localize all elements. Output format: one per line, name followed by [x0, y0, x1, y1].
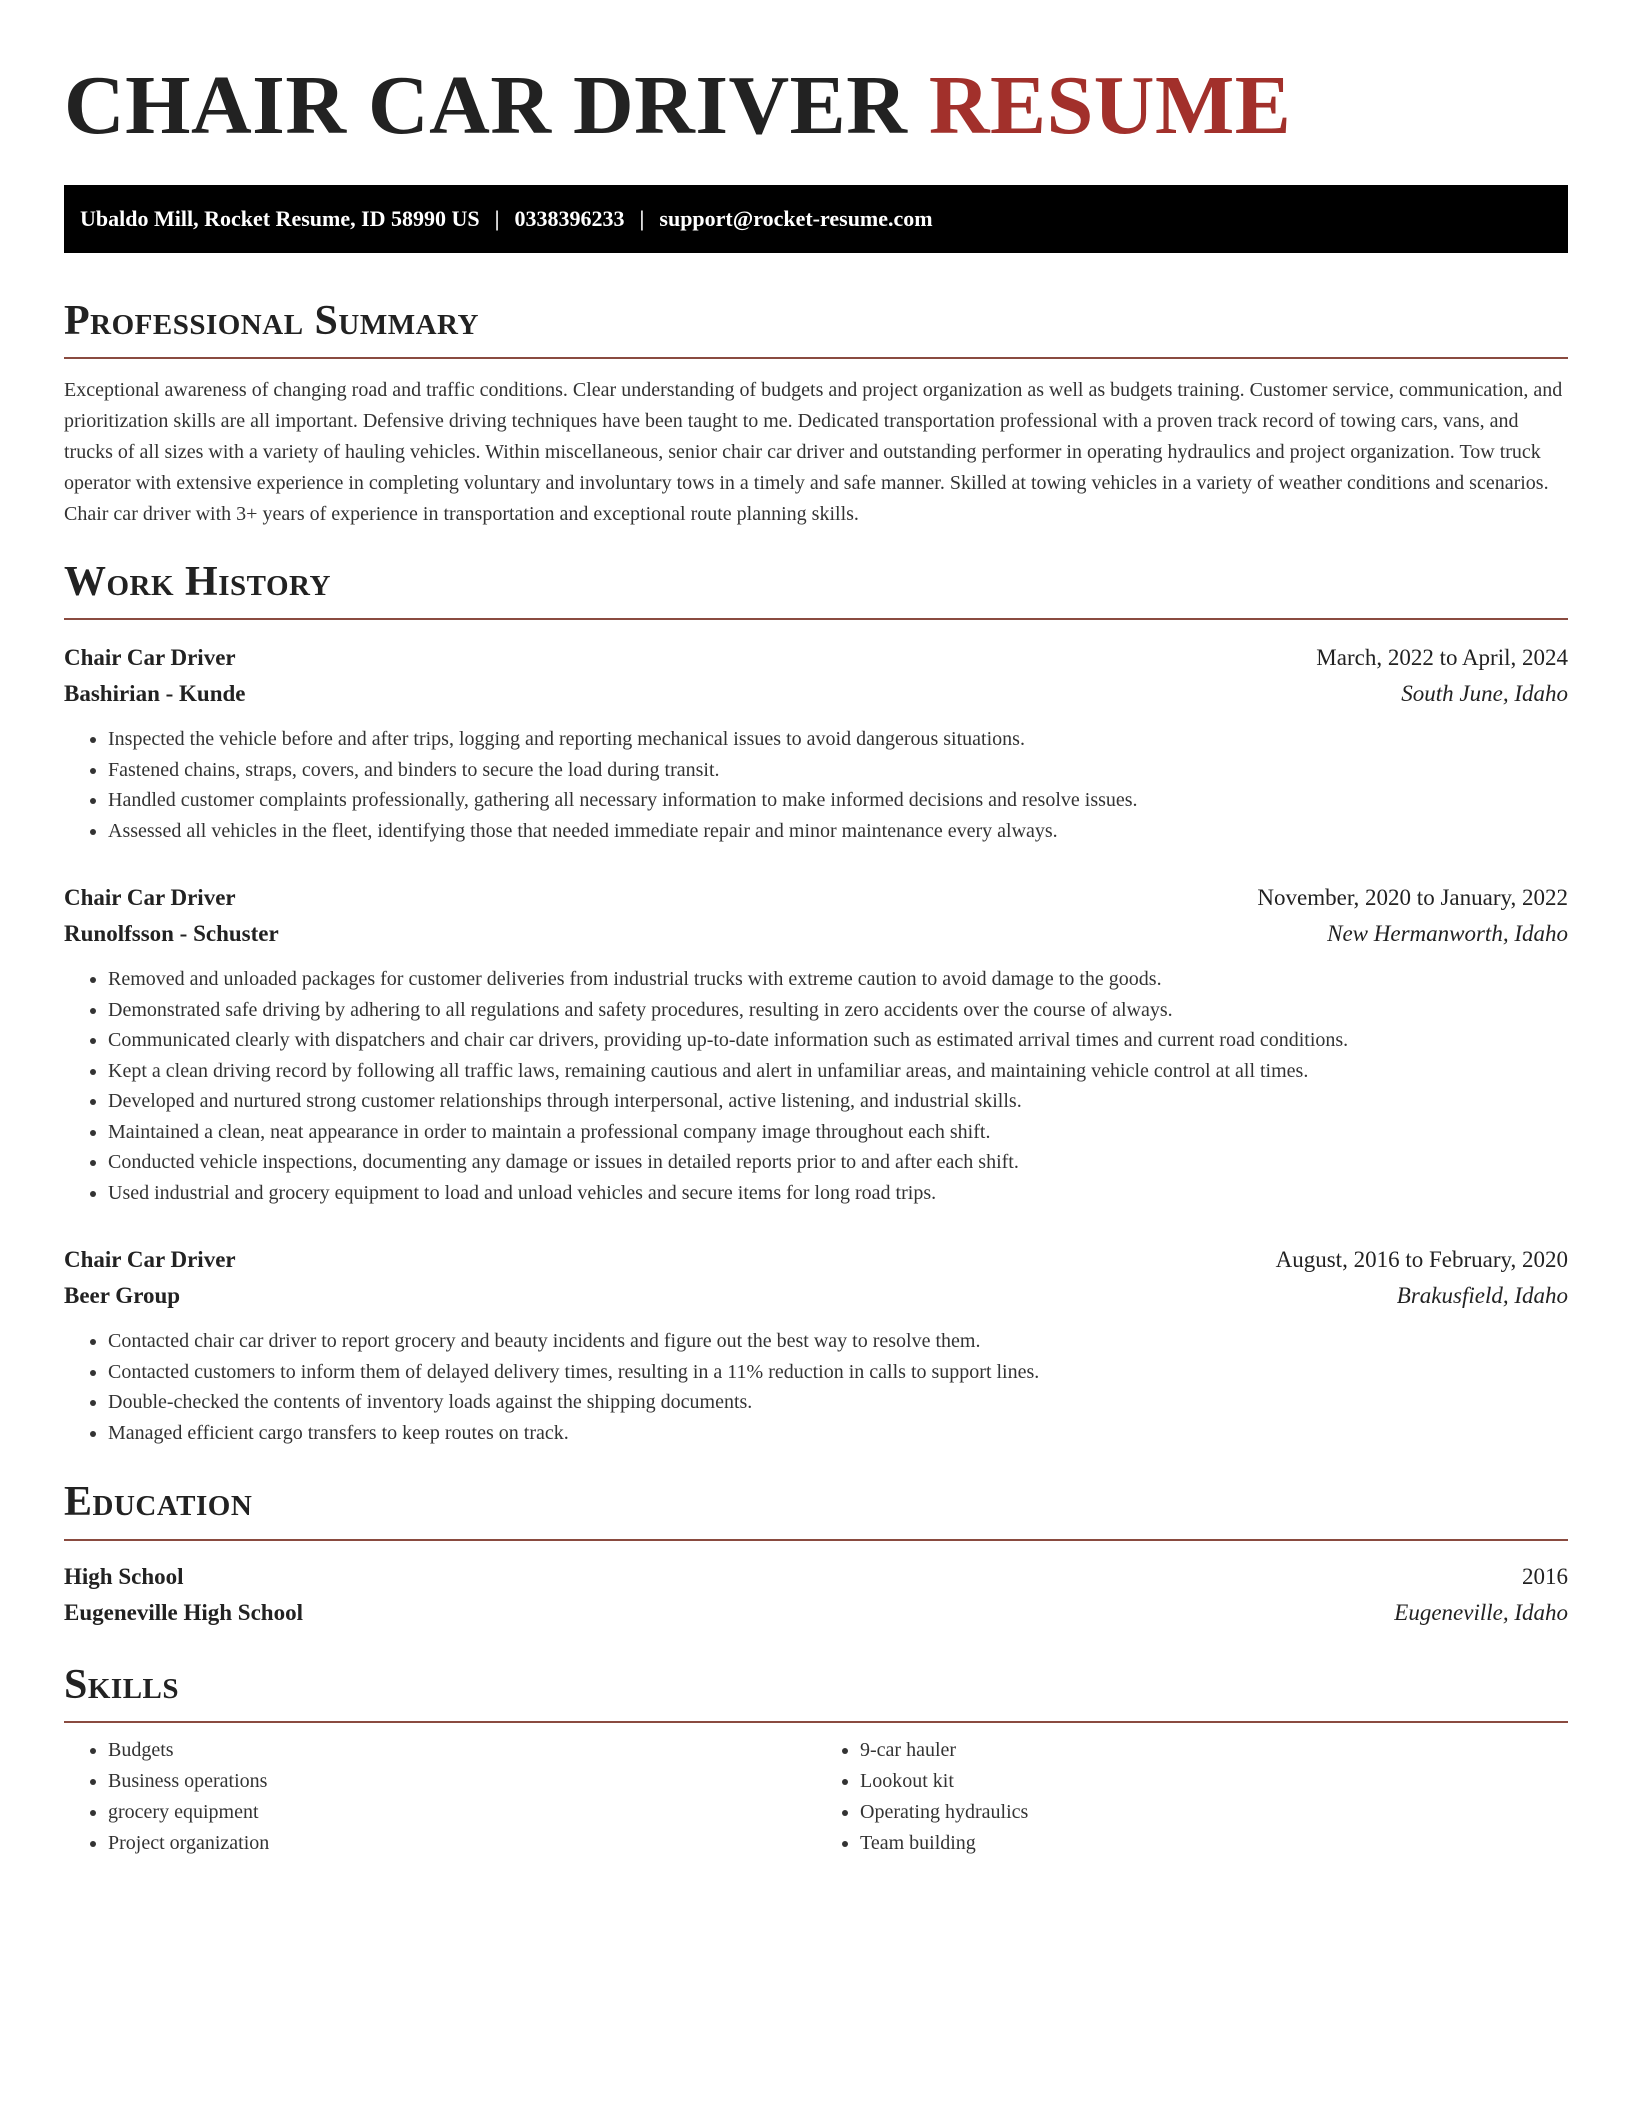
- job-bullet: • Demonstrated safe driving by adhering to all regulations and safety procedures, resulting in zero accidents over the course of always.: [108, 995, 1568, 1026]
- job-bullet: • Fastened chains, straps, covers, and binders to secure the load during transit.: [108, 755, 1568, 786]
- skills-section: [64, 1661, 1568, 1859]
- skill-item: • grocery equipment: [108, 1797, 816, 1828]
- job-bullet: • Contacted chair car driver to report grocery and beauty incidents and figure out the best way to resolve them.: [108, 1326, 1568, 1357]
- job-bullet: • Communicated clearly with dispatchers and chair car drivers, providing up-to-date information such as estimated arrival times and current road conditions.: [108, 1025, 1568, 1056]
- job-header-row: [64, 640, 1568, 676]
- job-bullet: • Contacted customers to inform them of delayed delivery times, resulting in a 11% reduction in calls to support lines.: [108, 1357, 1568, 1388]
- job-location: Brakusfield, Idaho: [1396, 1283, 1568, 1309]
- skill-item: • Project organization: [108, 1828, 816, 1859]
- skill-item: • Business operations: [108, 1766, 816, 1797]
- title-accent: RESUME: [928, 59, 1292, 152]
- education-entry: [64, 1559, 1568, 1631]
- job-bullet: • Kept a clean driving record by following all traffic laws, remaining cautious and alert in unfamiliar areas, and maintaining vehicle control at all times.: [108, 1056, 1568, 1087]
- job-bullet: • Conducted vehicle inspections, documenting any damage or issues in detailed reports prior to and after each shift.: [108, 1147, 1568, 1178]
- education-degree: High School: [64, 1563, 184, 1589]
- job-bullets: [64, 724, 1568, 846]
- contact-phone: 0338396233: [514, 205, 625, 231]
- resume-title: [64, 56, 1568, 157]
- contact-separator: |: [639, 205, 645, 231]
- education-year: 2016: [1522, 1563, 1568, 1589]
- contact-separator: |: [494, 205, 500, 231]
- job-company-row: [64, 916, 1568, 952]
- skills-heading: Skills: [64, 1661, 1568, 1723]
- job-title: Chair Car Driver: [64, 885, 236, 911]
- skills-grid: [64, 1735, 1568, 1859]
- title-main: CHAIR CAR DRIVER: [64, 59, 908, 152]
- job-company: Bashirian - Kunde: [64, 681, 246, 707]
- job-dates: March, 2022 to April, 2024: [1316, 645, 1568, 671]
- job-bullet: • Handled customer complaints professionally, gathering all necessary information to make informed decisions and resolve issues.: [108, 785, 1568, 816]
- job-header-row: [64, 880, 1568, 916]
- education-degree-row: [64, 1559, 1568, 1595]
- job-bullet: • Double-checked the contents of inventory loads against the shipping documents.: [108, 1387, 1568, 1418]
- skill-item: • Budgets: [108, 1735, 816, 1766]
- education-school: Eugeneville High School: [64, 1599, 303, 1625]
- job-title: Chair Car Driver: [64, 1247, 236, 1273]
- contact-email[interactable]: support@rocket-resume.com: [659, 205, 933, 231]
- job-bullet: • Inspected the vehicle before and after trips, logging and reporting mechanical issues to avoid dangerous situations.: [108, 724, 1568, 755]
- skill-item: • Team building: [860, 1828, 1568, 1859]
- job-bullet: • Developed and nurtured strong customer relationships through interpersonal, active listening, and industrial skills.: [108, 1086, 1568, 1117]
- job-location: New Hermanworth, Idaho: [1327, 921, 1568, 947]
- skills-list-left: [64, 1735, 816, 1859]
- job-entry: [64, 640, 1568, 846]
- skill-item: • 9-car hauler: [860, 1735, 1568, 1766]
- job-header-row: [64, 1242, 1568, 1278]
- work-history-heading: Work History: [64, 558, 1568, 620]
- job-entry: [64, 880, 1568, 1208]
- work-history-section: [64, 558, 1568, 1448]
- job-company-row: [64, 1278, 1568, 1314]
- job-dates: November, 2020 to January, 2022: [1257, 885, 1568, 911]
- job-dates: August, 2016 to February, 2020: [1275, 1247, 1568, 1273]
- job-title: Chair Car Driver: [64, 645, 236, 671]
- resume-page: [64, 0, 1568, 1859]
- job-location: South June, Idaho: [1401, 681, 1568, 707]
- job-bullets: [64, 1326, 1568, 1448]
- skills-list-right: [816, 1735, 1568, 1859]
- job-bullet: • Used industrial and grocery equipment to load and unload vehicles and secure items for long road trips.: [108, 1178, 1568, 1209]
- summary-text: Exceptional awareness of changing road and traffic conditions. Clear understanding of budgets and project organization as well as budgets training. Customer service, communication, and prioritization skills are all important. Defensive driving techniques have been taught to me. Dedicated transportation professional with a proven track record of towing cars, vans, and trucks of all sizes with a variety of hauling vehicles. Within miscellaneous, senior chair car driver and outstanding performer in operating hydraulics and project organization. Tow truck operator with extensive experience in completing voluntary and involuntary tows in a timely and safe manner. Skilled at towing vehicles in a variety of weather conditions and scenarios. Chair car driver with 3+ years of experience in transportation and exceptional route planning skills.: [64, 379, 1563, 526]
- job-bullets: [64, 964, 1568, 1208]
- skill-item: • Lookout kit: [860, 1766, 1568, 1797]
- summary-heading: Professional Summary: [64, 297, 1568, 359]
- education-section: [64, 1478, 1568, 1630]
- summary-section: [64, 297, 1568, 530]
- education-location: Eugeneville, Idaho: [1394, 1599, 1568, 1625]
- contact-bar: [64, 185, 1568, 253]
- job-bullet: • Removed and unloaded packages for customer deliveries from industrial trucks with extreme caution to avoid damage to the goods.: [108, 964, 1568, 995]
- education-heading: Education: [64, 1478, 1568, 1540]
- education-school-row: [64, 1595, 1568, 1631]
- job-entry: [64, 1242, 1568, 1448]
- skill-item: • Operating hydraulics: [860, 1797, 1568, 1828]
- job-company-row: [64, 676, 1568, 712]
- job-bullet: • Maintained a clean, neat appearance in order to maintain a professional company image throughout each shift.: [108, 1117, 1568, 1148]
- job-company: Beer Group: [64, 1283, 181, 1309]
- job-bullet: • Assessed all vehicles in the fleet, identifying those that needed immediate repair and minor maintenance every always.: [108, 816, 1568, 847]
- job-company: Runolfsson - Schuster: [64, 921, 279, 947]
- job-bullet: • Managed efficient cargo transfers to keep routes on track.: [108, 1418, 1568, 1449]
- contact-address: Ubaldo Mill, Rocket Resume, ID 58990 US: [80, 205, 480, 231]
